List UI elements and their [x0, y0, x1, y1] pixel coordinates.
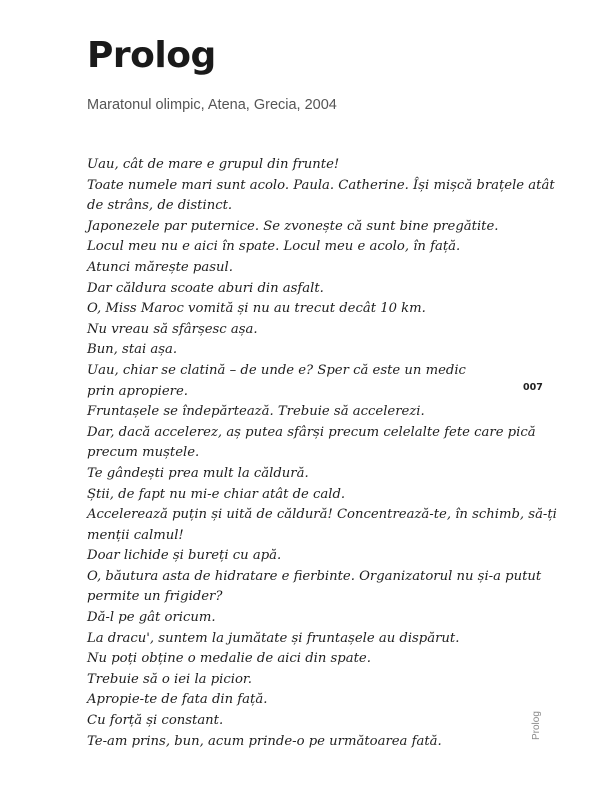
poem-line: Dar, dacă accelerez, aș putea sfârși precum celelalte fete care pică — [87, 424, 536, 440]
poem-line: Fruntașele se îndepărtează. Trebuie să accelerezi. — [87, 404, 425, 420]
poem-line: Toate numele mari sunt acolo. Paula. Catherine. Își mișcă brațele atât — [87, 177, 555, 193]
poem-line: Te gândești prea mult la căldură. — [87, 465, 309, 481]
poem-line: Apropie-te de fata din față. — [87, 692, 268, 708]
poem-line: Știi, de fapt nu mi-e chiar atât de cald. — [87, 486, 346, 502]
poem-line: prin apropiere. — [87, 383, 188, 399]
poem-line: precum muștele. — [87, 445, 200, 461]
poem-line: Accelerează puțin și uită de căldură! Concentrează-te, în schimb, să-ți — [87, 507, 557, 523]
poem-line: Japonezele par puternice. Se zvonește că sunt bine pregătite. — [87, 218, 499, 234]
poem-line: O, băutura asta de hidratare e fierbinte. Organizatorul nu și-a putut — [87, 568, 542, 584]
poem-line: Nu poți obține o medalie de aici din spate. — [87, 651, 371, 667]
chapter-subtitle: Maratonul olimpic, Atena, Grecia, 2004 — [87, 97, 337, 113]
poem-line: Nu vreau să sfârșesc așa. — [87, 321, 258, 337]
poem-line: O, Miss Maroc vomită și nu au trecut decât 10 km. — [87, 301, 426, 317]
poem-line: permite un frigider? — [87, 589, 223, 605]
poem-line: Locul meu nu e aici în spate. Locul meu e acolo, în față. — [87, 239, 461, 255]
poem-line: Doar lichide și bureți cu apă. — [87, 548, 282, 564]
poem-line: Uau, chiar se clatină – de unde e? Sper că este un medic — [87, 362, 466, 378]
poem-line: Cu forță și constant. — [87, 713, 224, 729]
chapter-title: Prolog — [87, 35, 216, 76]
poem-line: Dar căldura scoate aburi din asfalt. — [87, 280, 324, 296]
poem-line: de strâns, de distinct. — [87, 198, 233, 214]
poem-line: Uau, cât de mare e grupul din frunte! — [87, 157, 340, 172]
page-number: 007 — [523, 382, 543, 393]
running-head: Prolog — [531, 711, 542, 740]
poem-line: Te-am prins, bun, acum prinde-o pe următoarea fată. — [87, 733, 442, 749]
poem-line: Trebuie să o iei la picior. — [87, 671, 252, 687]
poem-line: Dă-l pe gât oricum. — [87, 610, 216, 626]
poem-line: La dracu', suntem la jumătate și fruntașele au dispărut. — [87, 630, 460, 646]
poem-line: menții calmul! — [87, 527, 184, 543]
poem-line: Atunci mărește pasul. — [87, 259, 233, 275]
poem-line: Bun, stai așa. — [87, 342, 178, 358]
